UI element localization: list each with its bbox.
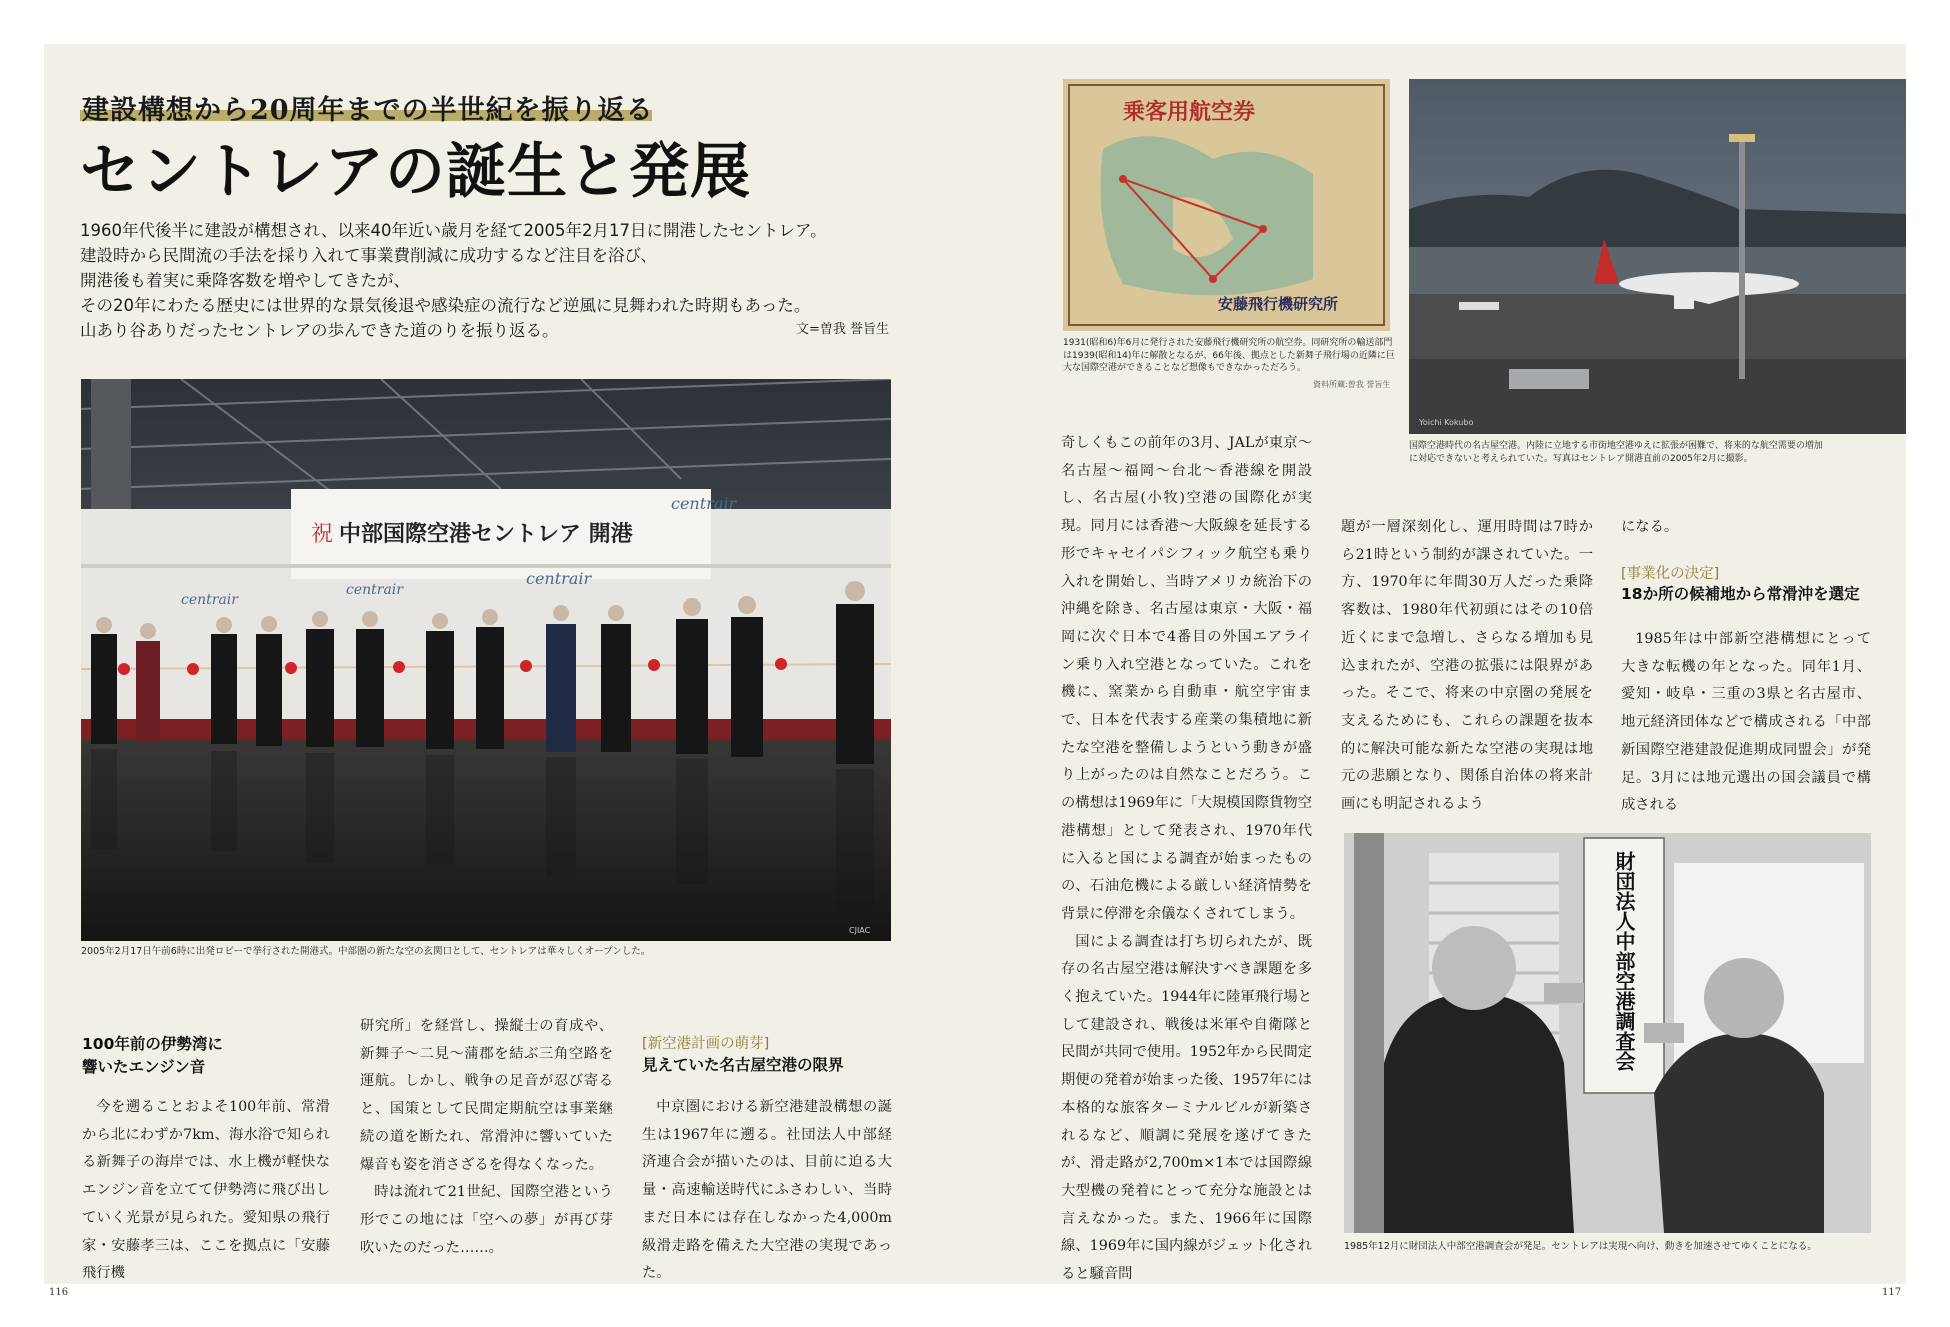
brand-logo: centrair bbox=[671, 494, 737, 513]
banner-text: 中部国際空港セントレア 開港 bbox=[339, 522, 633, 547]
lead-line: 山あり谷ありだったセントレアの歩んできた道のりを振り返る。 bbox=[80, 321, 559, 340]
ticket-caption: 1931(昭和6)年6月に発行された安藤飛行機研究所の航空券。同研究所の輸送部門は1939(昭和14)年に解散となるが、66年後、拠点とした新舞子飛行場の近隣に巨大な国際空港ができることなど想像もできなかっただろう。 bbox=[1063, 338, 1395, 373]
article-kicker: 建設構想から20周年までの半世紀を振り返る bbox=[82, 95, 654, 126]
lead-line: 1960年代後半に建設が構想され、以来40年近い歳月を経て2005年2月17日に開港したセントレア。 bbox=[80, 221, 827, 240]
ticket-title: 乗客用航空券 bbox=[1123, 100, 1256, 125]
section2-tag: [新空港計画の萌芽] bbox=[642, 1036, 770, 1052]
ticket-issuer: 安藤飛行機研究所 bbox=[1218, 295, 1339, 313]
page-number-right: 117 bbox=[1882, 1287, 1902, 1298]
paragraph: 題が一層深刻化し、運用時間は7時から21時という制約が課されていた。一方、1970年に年間30万人だった乗降客数は、1980年代初頭にはその10倍近くにまで急増し、さらなる増加も見込まれたが、空港の拡張には限界があった。そこで、将来の中京圏の発展を支えるためにも、これらの課題を抜本的に解決可能な新たな空港の実現は地元の悲願となり、関係自治体の将来計画にも明記されるよう bbox=[1341, 519, 1593, 813]
signboard-photo bbox=[1344, 833, 1871, 1233]
paragraph: 研究所」を経営し、操縦士の育成や、新舞子～二見～蒲郡を結ぶ三角空路を運航。しかし、戦争の足音が忍び寄ると、国策として民間定期航空は事業継続の道を断たれ、常滑沖に響いていた爆音も姿を消さざるを得なくなった。 bbox=[360, 1018, 613, 1173]
ticket-illustration bbox=[1063, 79, 1390, 331]
airport-illustration bbox=[1409, 79, 1906, 434]
signboard-caption: 1985年12月に財団法人中部空港調査会が発足。セントレアは実現へ向け、動きを加速させてゆくことになる。 bbox=[1344, 1241, 1817, 1252]
lead-line: 建設時から民間流の手法を採り入れて事業費削減に成功するなど注目を浴び、 bbox=[80, 246, 657, 265]
paragraph: 今を遡ることおよそ100年前、常滑から北にわずか7km、海水浴で知られる新舞子の海岸では、水上機が軽快なエンジン音を立てて伊勢湾に飛び出していく光景が見られた。愛知県の飛行家・安藤孝三は、ここを拠点に「安藤飛行機 bbox=[82, 1099, 330, 1282]
paragraph: 奇しくもこの前年の3月、JALが東京～名古屋～福岡～台北～香港線を開設し、名古屋(小牧)空港の国際化が実現。同月には香港～大阪線を延長する形でキャセイパシフィック航空も乗り入れを開始し、当時アメリカ統治下の沖縄を除き、名古屋は東京・大阪・福岡に次ぐ日本で4番目の外国エアライン乗り入れ空港となっていた。これを機に、窯業から自動車・航空宇宙まで、日本を代表する産業の集積地に新たな空港を整備しようという動きが盛り上がったのは自然なことだろう。この構想は1969年に「大規模国際貨物空港構想」として発表され、1970年代に入ると国による調査が始まったものの、石油危機による厳しい経済情勢を背景に停滞を余儀なくされてしまう。 bbox=[1061, 435, 1312, 922]
paragraph: 国による調査は打ち切られたが、既存の名古屋空港は解決すべき課題を多く抱えていた。1944年に陸軍飛行場として建設され、戦後は米軍や自衛隊と民間が共同で使用。1952年から民間定期便の発着が始まった後、1957年には本格的な旅客ターミナルビルが新築されるなど、順調に発展を遂げてきたが、滑走路が2,700m×1本では国際線大型機の発着にとって充分な施設とは言えなかった。また、1966年に国際線、1969年に国内線がジェット化されると騒音問 bbox=[1061, 933, 1312, 1283]
sign-text: 財団法人中部空港調査会 bbox=[1612, 851, 1636, 1071]
opening-ceremony-photo bbox=[81, 379, 891, 941]
section1-heading-line: 響いたエンジン音 bbox=[82, 1058, 206, 1076]
page-number-left: 116 bbox=[49, 1287, 69, 1298]
right-column3-top bbox=[1621, 514, 1871, 542]
airport-caption: 国際空港時代の名古屋空港。内陸に立地する市街地空港ゆえに拡張が困難で、将来的な航空需要の増加に対応できないと考えられていた。写真はセントレア開港直前の2005年2月に撮影。 bbox=[1409, 441, 1823, 464]
ceremony-illustration bbox=[81, 379, 891, 941]
article-lead bbox=[80, 218, 910, 343]
ticket-credit: 資料所蔵:曽我 誉旨生 bbox=[1313, 380, 1391, 389]
section1-column2 bbox=[360, 1013, 613, 1262]
section1-column1 bbox=[82, 1094, 330, 1288]
right-column3 bbox=[1621, 626, 1871, 820]
paragraph: になる。 bbox=[1621, 519, 1679, 535]
lead-line: その20年にわたる歴史には世界的な景気後退や感染症の流行など逆風に見舞われた時期もあった。 bbox=[80, 296, 811, 315]
paragraph: 中京圏における新空港建設構想の誕生は1967年に遡る。社団法人中部経済連合会が描いたのは、目前に迫る大量・高速輸送時代にふさわしい、当時まだ日本には存在しなかった4,000m級滑走路を備えた大空港の実現であった。 bbox=[642, 1099, 892, 1282]
air-ticket-image bbox=[1063, 79, 1390, 331]
ceremony-caption: 2005年2月17日午前6時に出発ロビーで挙行された開港式。中部圏の新たな空の玄関口として、セントレアは華々しくオープンした。 bbox=[81, 946, 651, 957]
brand-logo: centrair bbox=[346, 582, 403, 598]
paragraph: 1985年は中部新空港構想にとって大きな転機の年となった。同年1月、愛知・岐阜・三重の3県と名古屋市、地元経済団体などで構成される「中部新国際空港建設促進期成同盟会」が発足。3月には地元選出の国会議員で構成される bbox=[1621, 631, 1871, 814]
section3-heading: 18か所の候補地から常滑沖を選定 bbox=[1621, 585, 1860, 603]
nagoya-airport-photo bbox=[1409, 79, 1906, 434]
banner-mark: 祝 bbox=[311, 522, 334, 547]
right-column2 bbox=[1341, 514, 1593, 819]
byline: 文=曽我 誉旨生 bbox=[796, 322, 890, 337]
section2-heading: 見えていた名古屋空港の限界 bbox=[642, 1056, 844, 1074]
article-title: セントレアの誕生と発展 bbox=[80, 137, 751, 207]
brand-logo: centrair bbox=[526, 569, 592, 588]
paragraph: 時は流れて21世紀、国際空港という形でこの地には「空への夢」が再び芽吹いたのだった……。 bbox=[360, 1184, 613, 1256]
section3-tag: [事業化の決定] bbox=[1621, 566, 1720, 582]
section2-column bbox=[642, 1094, 892, 1288]
brand-logo: centrair bbox=[181, 592, 238, 608]
signboard-illustration bbox=[1344, 833, 1871, 1233]
section1-heading bbox=[82, 1033, 312, 1079]
photo-credit: CJIAC bbox=[849, 926, 871, 935]
section1-heading-line: 100年前の伊勢湾に bbox=[82, 1035, 223, 1053]
photo-credit: Yoichi Kokubo bbox=[1419, 418, 1474, 427]
right-column1 bbox=[1061, 430, 1312, 1289]
lead-line: 開港後も着実に乗降客数を増やしてきたが、 bbox=[80, 271, 410, 290]
